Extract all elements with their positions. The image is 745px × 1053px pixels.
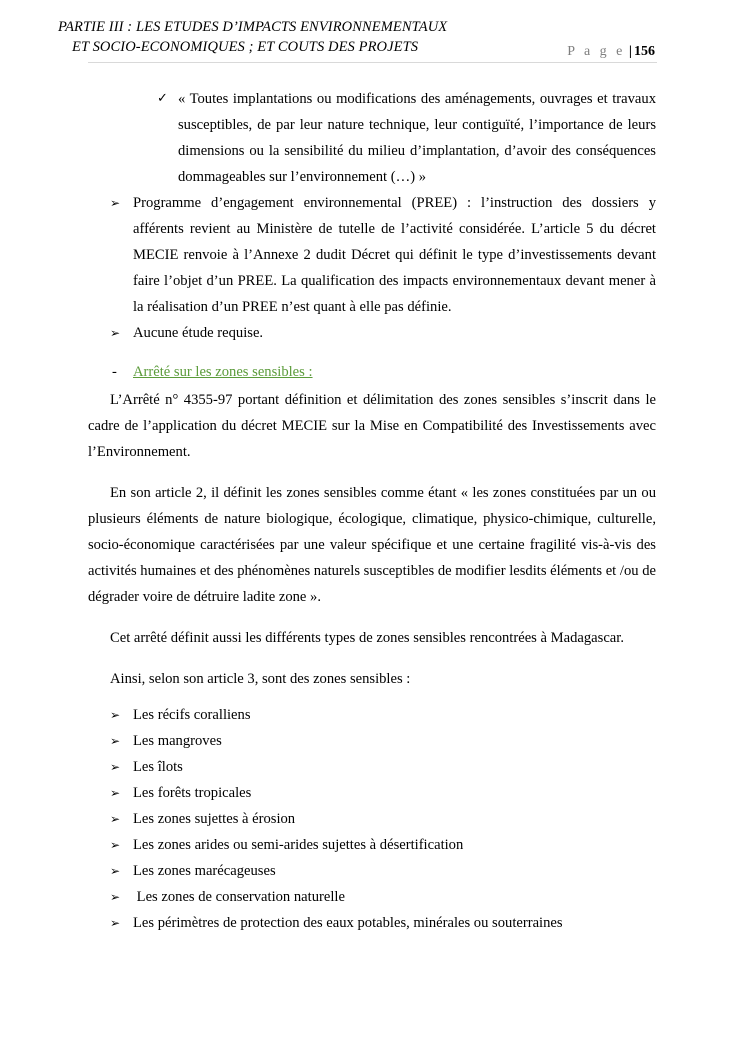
arrow-bullet-icon: ➢ [110, 326, 121, 340]
list-item [88, 884, 656, 910]
list-item-text: Les zones arides ou semi-arides sujettes à désertification [133, 837, 464, 853]
header-title-line2: ET SOCIO-ECONOMIQUES ; ET COUTS DES PROJETS [72, 39, 419, 55]
paragraph-article-3: Ainsi, selon son article 3, sont des zones sensibles : [110, 671, 411, 687]
page-body [88, 86, 656, 936]
list-item [88, 806, 656, 832]
paragraph-article-2: En son article 2, il définit les zones sensibles comme étant « les zones constituées par un ou plusieurs éléments de nature biologique, écologique, climatique, physico-chimique, culturelle, socio-économique caractérisées par une valeur spécifique et une certaine fragilité vis-à-vis des activités humaines et des phénomènes naturels susceptibles de modifier lesdits éléments et /ou de dégrader voire de détruire ladite zone ». [88, 485, 656, 605]
bullet-text: Aucune étude requise. [133, 325, 264, 341]
dash-bullet: - [112, 364, 117, 380]
section-heading [88, 359, 656, 385]
list-item-text: Les zones marécageuses [133, 863, 276, 879]
list-item [88, 728, 656, 754]
page-number: 156 [634, 44, 655, 59]
header-title-line1: PARTIE III : LES ETUDES D’IMPACTS ENVIRONNEMENTAUX [58, 19, 448, 35]
bullet-item-pree [88, 190, 656, 320]
check-item-text: « Toutes implantations ou modifications des aménagements, ouvrages et travaux susceptibles, de par leur nature technique, leur contiguïté, l’importance de leurs dimensions ou la sensibilité du milieu d’implantation, d’avoir des conséquences dommageables sur l’environnement (…) » [178, 91, 656, 185]
list-item-text: Les îlots [133, 759, 183, 775]
list-item-text: Les récifs coralliens [133, 707, 251, 723]
check-list-item [88, 86, 656, 190]
list-item-text: Les forêts tropicales [133, 785, 252, 801]
section-title-link[interactable]: Arrêté sur les zones sensibles : [133, 364, 313, 380]
page-label: P a g e [567, 44, 626, 59]
arrow-bullet-icon: ➢ [110, 760, 121, 774]
list-item-text: Les périmètres de protection des eaux potables, minérales ou souterraines [133, 915, 563, 931]
list-item-text: Les zones de conservation naturelle [133, 889, 345, 905]
arrow-bullet-icon: ➢ [110, 812, 121, 826]
arrow-bullet-icon: ➢ [110, 838, 121, 852]
bullet-text: Programme d’engagement environnemental (PREE) : l’instruction des dossiers y afférents revient au Ministère de tutelle de l’activité considérée. L’article 5 du décret MECIE renvoie à l’Annexe 2 dudit Décret qui définit le type d’investissements devant faire l’objet d’un PREE. La qualification des impacts environnementaux devant mener à la réalisation d’un PREE n’est quant à elle pas définie. [133, 195, 656, 315]
zones-list [88, 702, 656, 936]
arrow-bullet-icon: ➢ [110, 786, 121, 800]
page-header-title [58, 17, 447, 57]
paragraph-types: Cet arrêté définit aussi les différents types de zones sensibles rencontrées à Madagascar. [110, 630, 624, 646]
arrow-bullet-icon: ➢ [110, 734, 121, 748]
list-item [88, 702, 656, 728]
list-item [88, 832, 656, 858]
checkmark-icon: ✓ [157, 91, 168, 106]
list-item [88, 780, 656, 806]
list-item-text: Les zones sujettes à érosion [133, 811, 296, 827]
list-item-text: Les mangroves [133, 733, 222, 749]
arrow-bullet-icon: ➢ [110, 890, 121, 904]
page-number-block [567, 43, 655, 61]
list-item [88, 910, 656, 936]
list-item [88, 858, 656, 884]
page-separator: | [628, 44, 632, 59]
bullet-item-no-study [88, 320, 656, 346]
arrow-bullet-icon: ➢ [110, 708, 121, 722]
arrow-bullet-icon: ➢ [110, 196, 121, 210]
arrow-bullet-icon: ➢ [110, 864, 121, 878]
arrow-bullet-icon: ➢ [110, 916, 121, 930]
header-divider [88, 62, 657, 63]
list-item [88, 754, 656, 780]
paragraph-arrete: L’Arrêté n° 4355-97 portant définition et délimitation des zones sensibles s’inscrit dans le cadre de l’application du décret MECIE sur la Mise en Compatibilité des Investissements avec l’Environnement. [88, 392, 656, 460]
